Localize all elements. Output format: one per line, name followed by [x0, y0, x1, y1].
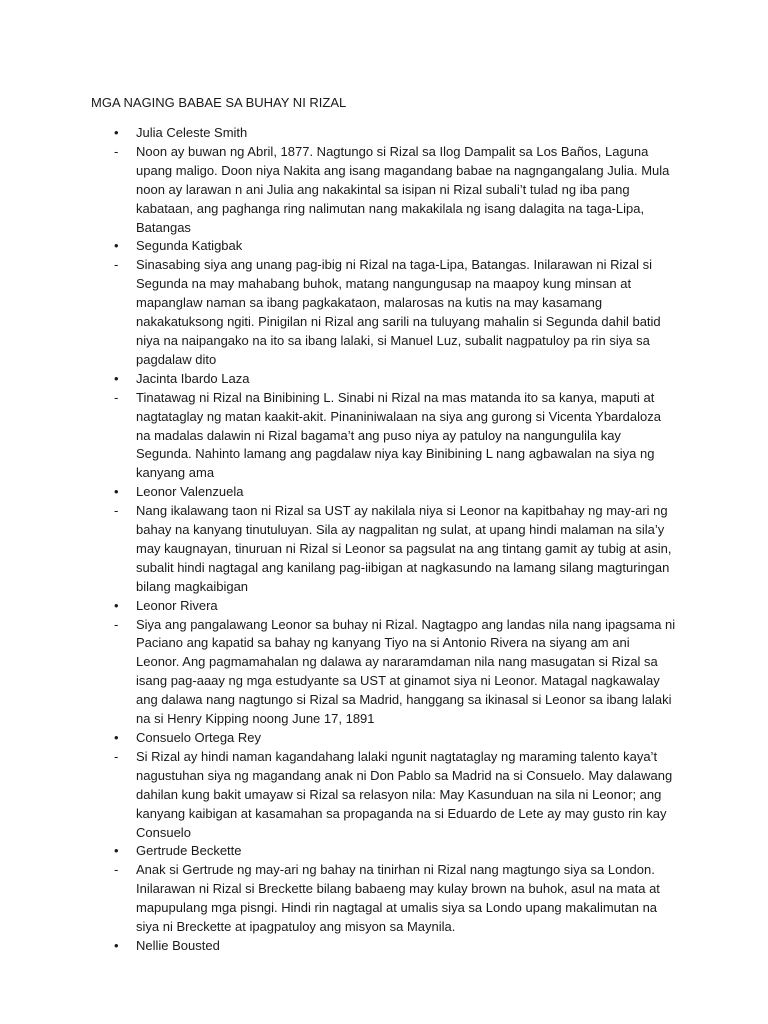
bullet-marker: • [114, 370, 119, 386]
list-item-description [0, 616, 768, 729]
dash-marker: - [114, 748, 119, 764]
list-item-name [0, 483, 768, 502]
entry-name: Leonor Valenzuela [136, 484, 244, 500]
dash-marker: - [114, 143, 119, 159]
list-item-description [0, 389, 768, 484]
dash-marker: - [114, 616, 119, 632]
entry-list [0, 124, 768, 956]
entry-description: Nang ikalawang taon ni Rizal sa UST ay nakilala niya si Leonor na kapitbahay ng may-ari ng bahay na kanyang tinutuluyan. Sila ay nagpalitan ng sulat, at upang hindi malaman na sila’y may kaugnayan, tinuruan ni Rizal si Leonor sa pagsulat na ang tintang gamit ay tubig at asin, subalit hindi nagtagal ang kanilang pag-iibigan at nagkasundo na lamang silang magturingan bilang magkaibigan [136, 503, 672, 594]
list-item-description [0, 143, 768, 238]
bullet-marker: • [114, 730, 119, 745]
list-item-name [0, 370, 768, 389]
entry-name: Nellie Bousted [136, 937, 220, 953]
entry-name: Gertrude Beckette [136, 843, 242, 859]
entry-description: Sinasabing siya ang unang pag-ibig ni Rizal na taga-Lipa, Batangas. Inilarawan ni Rizal si Segunda na may mahabang buhok, matang nangungusap na maapoy kung minsan at mapanglaw naman sa ibang pagkakataon, malarosas na kutis na may kasamang nakakatuksong ngiti. Pinigilan ni Rizal ang sarili na tuluyang mahalin si Segunda dahil batid niya na naipangako na ito sa ibang lalaki, si Manuel Luz, subalit nagpatuloy pa rin siya sa pagdalaw dito [136, 257, 661, 367]
entry-name: Julia Celeste Smith [136, 125, 248, 140]
list-item-name [0, 729, 768, 748]
entry-description: Anak si Gertrude ng may-ari ng bahay na tinirhan ni Rizal nang magtungo siya sa London. Inilarawan ni Rizal si Breckette bilang babaeng may kulay brown na buhok, asul na mata at mapupulang mga pisngi. Hindi rin nagtagal at umalis siya sa Londo upang makalimutan na siya ni Breckette at ipagpatuloy ang misyon sa Maynila. [136, 862, 660, 935]
dash-marker: - [114, 257, 119, 273]
entry-description: Tinatawag ni Rizal na Binibining L. Sinabi ni Rizal na mas matanda ito sa kanya, maputi at nagtataglay ng matan kaakit-akit. Pinaniniwalaan na siya ang gurong si Vicenta Ybardaloza na madalas dalawin ni Rizal bagama’t ang puso niya ay patuloy na nangungulila kay Segunda. Nahinto lamang ang pagdalaw niya kay Binibining L nang agbawalan na siya ng kanyang ama [136, 389, 661, 481]
dash-marker: - [114, 862, 119, 878]
bullet-marker: • [114, 125, 119, 140]
entry-description: Siya ang pangalawang Leonor sa buhay ni Rizal. Nagtagpo ang landas nila nang ipagsama ni Paciano ang kapatid sa bahay ng kanyang Tiyo na si Antonio Rivera na siyang am ani Leonor. Ang pagmamahalan ng dalawa ay nararamdaman nila nang masugatan si Rizal sa isang pag-aaay ng mga estudyante sa UST at ginamot siya ni Leonor. Matagal nagkawalay ang dalawa nang nagtungo si Rizal sa Madrid, hanggang sa ikinasal si Leonor sa ibang lalaki na si Henry Kipping noong June 17, 1891 [136, 616, 676, 727]
list-item-name [0, 842, 768, 861]
dash-marker: - [114, 503, 119, 519]
list-item-name [0, 937, 768, 956]
entry-name: Consuelo Ortega Rey [136, 730, 262, 745]
list-item-description [0, 502, 768, 597]
list-item-description [0, 861, 768, 937]
bullet-marker: • [114, 238, 119, 254]
dash-marker: - [114, 389, 119, 405]
entry-description: Si Rizal ay hindi naman kagandahang lalaki ngunit nagtataglay ng maraming talento kaya’t nagustuhan siya ng magandang anak ni Don Pablo sa Madrid na si Consuelo. May dalawang dahilan kung bakit umayaw si Rizal sa relasyon nila: May Kasunduan na sila ni Leonor; ang kanyang kaibigan at kasamahan sa propaganda na si Eduardo de Lete ay may gusto rin kay Consuelo [136, 748, 673, 840]
list-item-name [0, 597, 768, 616]
entry-name: Segunda Katigbak [136, 238, 243, 254]
entry-name: Leonor Rivera [136, 597, 218, 613]
bullet-marker: • [114, 484, 119, 500]
bullet-marker: • [114, 597, 119, 613]
list-item-name [0, 124, 768, 143]
list-item-description [0, 748, 768, 843]
list-item-description [0, 256, 768, 369]
list-item-name [0, 237, 768, 256]
entry-description: Noon ay buwan ng Abril, 1877. Nagtungo si Rizal sa Ilog Dampalit sa Los Baños, Laguna upang maligo. Doon niya Nakita ang isang magandang babae na nagngangalang Julia. Mula noon ay larawan n ani Julia ang nakakintal sa isipan ni Rizal subali’t tulad ng iba pang kabataan, ang paghanga ring nalimutan nang makakilala ng isang dalagita na taga-Lipa, Batangas [136, 143, 670, 235]
entry-name: Jacinta Ibardo Laza [136, 370, 250, 386]
bullet-marker: • [114, 843, 119, 859]
document-title: MGA NAGING BABAE SA BUHAY NI RIZAL [91, 95, 347, 110]
bullet-marker: • [114, 937, 119, 953]
